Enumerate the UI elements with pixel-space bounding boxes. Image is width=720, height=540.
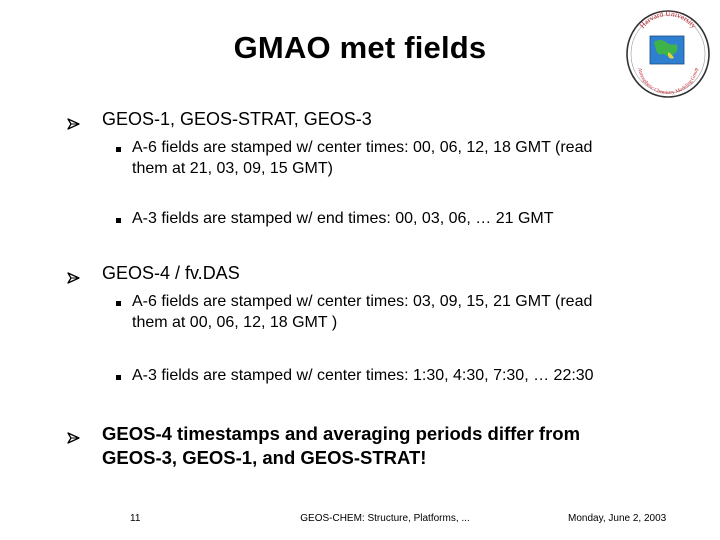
bullet-text-bold: [102, 422, 662, 470]
bullet-text: GEOS-1, GEOS-STRAT, GEOS-3: [102, 109, 372, 129]
sub-bullet-line: A-3 fields are stamped w/ end times: 00, 03, 06, … 21 GMT: [132, 210, 554, 227]
sub-bullet: [132, 137, 692, 179]
sub-bullet: [132, 291, 692, 333]
arrow-bullet-icon: [66, 430, 82, 446]
footer-date: Monday, June 2, 2003: [568, 513, 667, 524]
sub-bullet-line: A-6 fields are stamped w/ center times: 03, 09, 15, 21 GMT (read: [132, 293, 593, 310]
sub-bullet-line: them at 21, 03, 09, 15 GMT): [132, 160, 333, 177]
sub-bullet: [132, 365, 692, 386]
arrow-bullet-icon: [66, 116, 82, 132]
sub-bullet-line: A-6 fields are stamped w/ center times: 00, 06, 12, 18 GMT (read: [132, 139, 593, 156]
bullet-text: GEOS-4 / fv.DAS: [102, 263, 240, 283]
bullet-line: GEOS-3, GEOS-1, and GEOS-STRAT!: [102, 447, 427, 468]
sub-bullet-line: A-3 fields are stamped w/ center times: 1:30, 4:30, 7:30, … 22:30: [132, 367, 594, 384]
slide-title: GMAO met fields: [233, 30, 487, 65]
logo-text-bottom: Atmospheric Chemistry Modeling Group: [636, 67, 700, 97]
square-bullet-icon: [116, 375, 121, 380]
bullet-line: GEOS-4 timestamps and averaging periods differ from: [102, 423, 581, 444]
square-bullet-icon: [116, 147, 121, 152]
footer-page-number: 11: [130, 513, 141, 524]
logo-text-top: Harvard University: [637, 8, 699, 31]
arrow-bullet-icon: [66, 270, 82, 286]
sub-bullet: [132, 208, 692, 229]
square-bullet-icon: [116, 218, 121, 223]
footer-center-text: GEOS-CHEM: Structure, Platforms, ...: [300, 513, 470, 524]
sub-bullet-line: them at 00, 06, 12, 18 GMT ): [132, 314, 338, 331]
square-bullet-icon: [116, 301, 121, 306]
harvard-university-logo-icon: [624, 8, 712, 100]
